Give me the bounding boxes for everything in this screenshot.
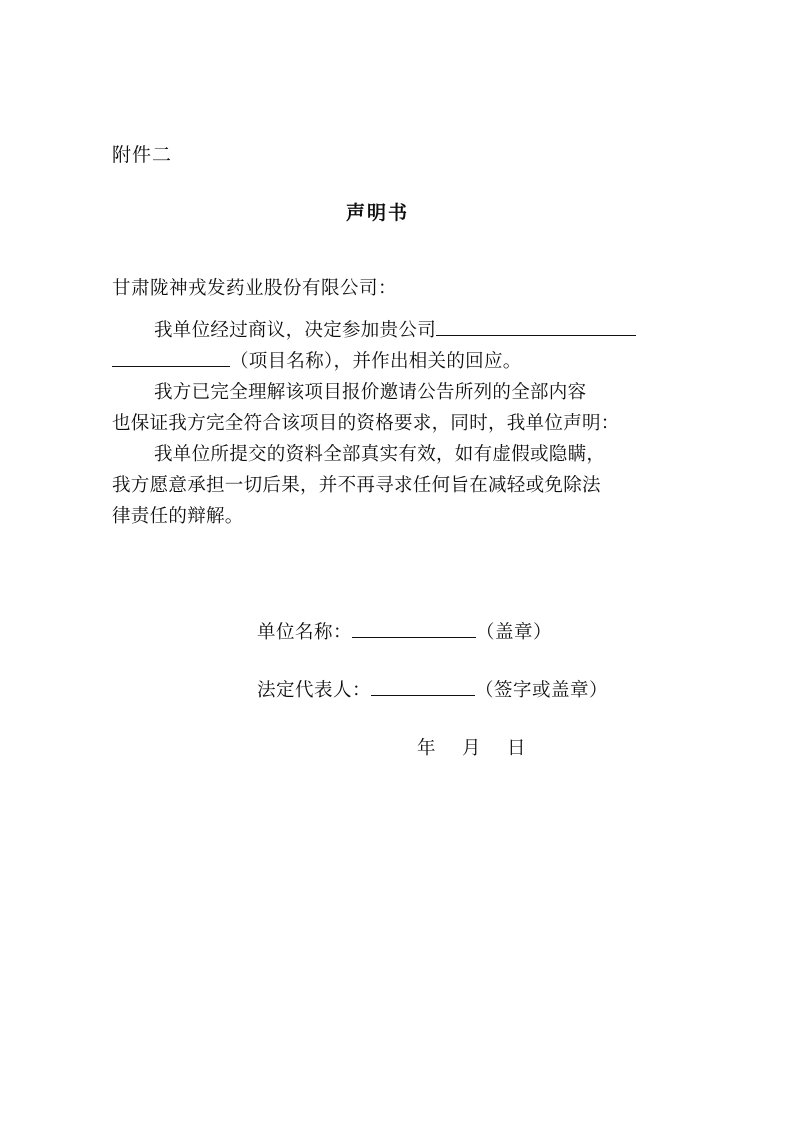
participation-tail-text: （项目名称），并作出相关的回应。 (230, 351, 522, 372)
paragraph-authenticity (112, 439, 683, 532)
representative-seal-note: （签字或盖章） (475, 680, 609, 701)
date-month-label: 月 (462, 738, 482, 759)
authenticity-line-1: 我单位所提交的资料全部真实有效，如有虚假或隐瞒， (154, 444, 606, 465)
representative-label: 法定代表人： (257, 680, 372, 701)
date-day-label: 日 (507, 738, 527, 759)
page-title: 声明书 (345, 202, 409, 224)
paragraph-participation (112, 315, 683, 377)
addressee-line: 甘肃陇神戎发药业股份有限公司： (112, 278, 398, 299)
understanding-line-1: 我方已完全理解该项目报价邀请公告所列的全部内容 (154, 382, 587, 403)
paragraph-understanding (112, 377, 683, 439)
date-line (257, 734, 683, 760)
signature-block (112, 618, 683, 760)
company-name-label: 单位名称： (257, 622, 353, 643)
company-name-line (257, 618, 683, 648)
authenticity-line-2: 我方愿意承担一切后果，并不再寻求任何旨在减轻或免除法 (112, 475, 601, 496)
authenticity-line-3: 律责任的辩解。 (112, 506, 244, 527)
attachment-label: 附件二 (112, 144, 173, 166)
project-name-blank-1[interactable] (436, 335, 636, 336)
understanding-line-2: 也保证我方完全符合该项目的资格要求，同时，我单位声明： (112, 413, 620, 434)
company-name-input[interactable] (352, 637, 476, 638)
representative-input[interactable] (371, 695, 475, 696)
representative-line (257, 676, 683, 706)
company-seal-note: （盖章） (476, 622, 553, 643)
date-year-label: 年 (417, 738, 437, 759)
project-name-blank-2[interactable] (112, 366, 230, 367)
participation-lead-text: 我单位经过商议，决定参加贵公司 (154, 320, 437, 341)
